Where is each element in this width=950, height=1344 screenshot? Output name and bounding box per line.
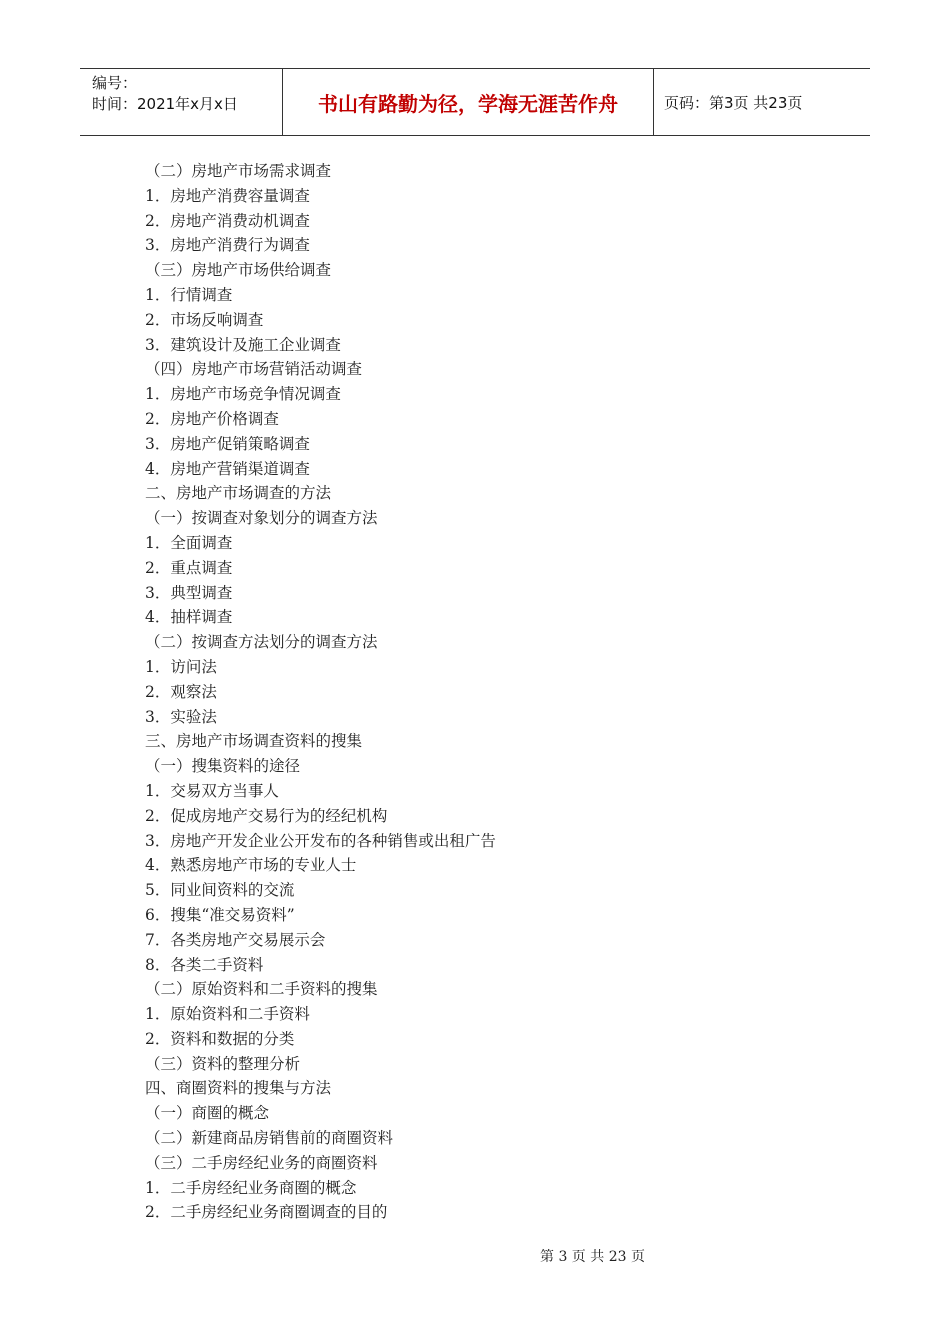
outline-line: 3．房地产开发企业公开发布的各种销售或出租广告 (145, 831, 496, 850)
outline-line: （一）搜集资料的途径 (145, 757, 301, 776)
outline-line: （三）资料的整理分析 (145, 1054, 301, 1073)
header-meta (80, 69, 282, 135)
outline-line: 二、房地产市场调查的方法 (145, 484, 332, 503)
outline-line: 3．房地产消费行为调查 (145, 236, 310, 255)
outline-line: （三）二手房经纪业务的商圈资料 (145, 1153, 378, 1172)
outline-line: 2．房地产消费动机调查 (145, 211, 310, 230)
outline-line: 1．二手房经纪业务商圈的概念 (145, 1178, 357, 1197)
outline-line: 三、房地产市场调查资料的搜集 (145, 732, 363, 751)
document-body (145, 159, 845, 1225)
outline-line: 2．观察法 (145, 682, 217, 701)
outline-line: 2．二手房经纪业务商圈调查的目的 (145, 1203, 388, 1222)
outline-line: 2．市场反响调查 (145, 310, 264, 329)
document-number-label: 编号： (92, 74, 138, 92)
outline-line: 3．典型调查 (145, 583, 233, 602)
outline-line: 3．房地产促销策略调查 (145, 434, 310, 453)
outline-line: 7．各类房地产交易展示会 (145, 930, 326, 949)
outline-line: 4．抽样调查 (145, 608, 233, 627)
outline-line: 1．行情调查 (145, 285, 233, 304)
outline-line: （一）按调查对象划分的调查方法 (145, 509, 378, 528)
outline-line: 2．重点调查 (145, 558, 233, 577)
outline-line: 1．原始资料和二手资料 (145, 1005, 310, 1024)
outline-line: 1．房地产市场竞争情况调查 (145, 385, 341, 404)
page-header (80, 68, 870, 136)
outline-line: （二）房地产市场需求调查 (145, 162, 332, 180)
outline-line: （三）房地产市场供给调查 (145, 261, 332, 280)
outline-line: 3．实验法 (145, 707, 217, 726)
outline-line: 2．资料和数据的分类 (145, 1029, 295, 1048)
outline-line: 4．熟悉房地产市场的专业人士 (145, 856, 357, 875)
outline-line: 3．建筑设计及施工企业调查 (145, 335, 341, 354)
outline-line: （二）原始资料和二手资料的搜集 (145, 980, 378, 999)
document-time-label: 时间：2021年x月x日 (92, 95, 238, 113)
outline-line: 1．房地产消费容量调查 (145, 186, 310, 205)
outline-line: 2．房地产价格调查 (145, 409, 279, 428)
outline-line: 1．全面调查 (145, 533, 233, 552)
outline-line: 四、商圈资料的搜集与方法 (145, 1079, 332, 1098)
outline-line: （二）按调查方法划分的调查方法 (145, 633, 378, 652)
header-motto: 书山有路勤为径，学海无涯苦作舟 (282, 69, 654, 135)
outline-line: 5．同业间资料的交流 (145, 881, 295, 900)
outline-line: 1．交易双方当事人 (145, 781, 279, 800)
outline-line: （四）房地产市场营销活动调查 (145, 360, 363, 379)
outline-line: （一）商圈的概念 (145, 1104, 270, 1123)
outline-line: 2．促成房地产交易行为的经纪机构 (145, 806, 388, 825)
footer-page-number: 第 3 页 共 23 页 (540, 1249, 645, 1265)
outline-line: 1．访问法 (145, 657, 217, 676)
header-page-info: 页码：第3页 共23页 (664, 93, 803, 112)
outline-line: 8．各类二手资料 (145, 955, 264, 974)
page-footer (0, 1246, 950, 1266)
outline-line: 6．搜集“准交易资料” (145, 905, 295, 924)
outline-line: 4．房地产营销渠道调查 (145, 459, 310, 478)
outline-line: （二）新建商品房销售前的商圈资料 (145, 1129, 394, 1148)
